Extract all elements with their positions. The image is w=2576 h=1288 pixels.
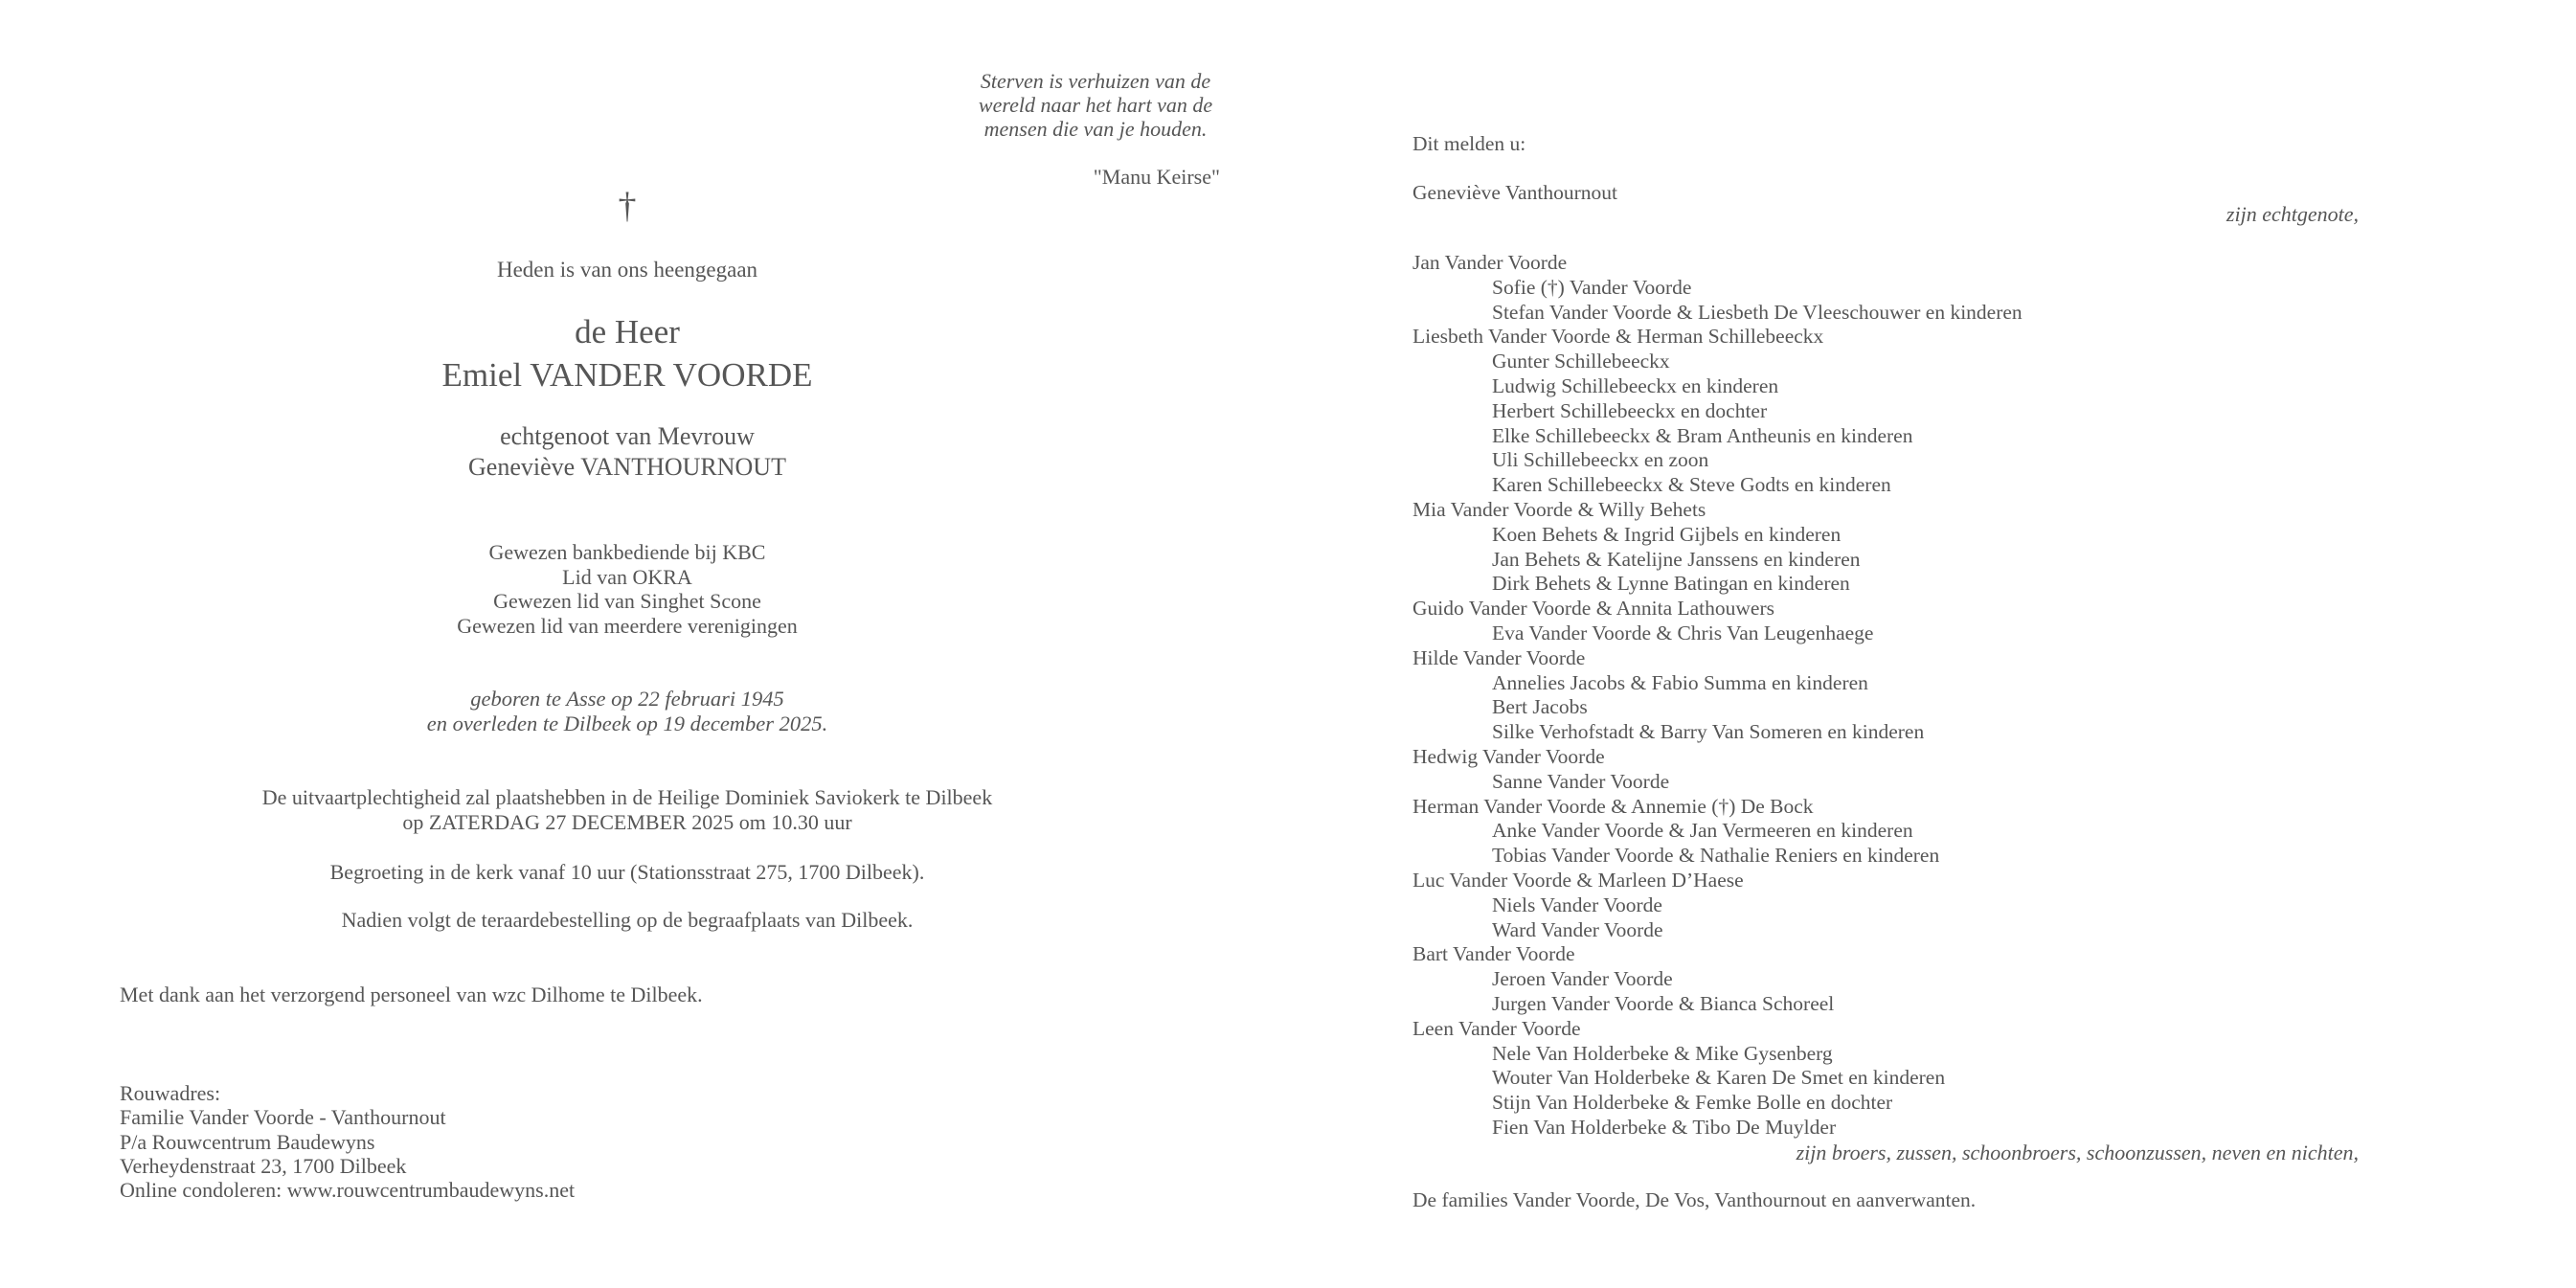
family-member: Anke Vander Voorde & Jan Vermeeren en kinderen — [1492, 819, 1913, 843]
memberships-block — [5, 540, 1250, 638]
mourning-address-block — [120, 1081, 575, 1202]
funeral-service-block — [5, 785, 1250, 835]
family-member: Sanne Vander Voorde — [1492, 769, 1670, 793]
quote-attribution: "Manu Keirse" — [1093, 165, 1220, 189]
family-member: Niels Vander Voorde — [1492, 893, 1662, 916]
family-member: Tobias Vander Voorde & Nathalie Reniers en kinderen — [1492, 844, 1940, 868]
quote-line: Sterven is verhuizen van de — [980, 69, 1211, 93]
spouse-intro: echtgenoot van Mevrouw — [500, 422, 755, 450]
family-member: Silke Verhofstadt & Barry Van Someren en kinderen — [1492, 720, 1925, 744]
family-member: Wouter Van Holderbeke & Karen De Smet en kinderen — [1492, 1066, 1946, 1090]
deceased-title: de Heer — [575, 313, 680, 350]
membership-line: Lid van OKRA — [562, 564, 692, 589]
deceased-name: Emiel VANDER VOORDE — [441, 356, 813, 394]
widow-role: zijn echtgenote, — [2226, 202, 2359, 226]
family-member: Guido Vander Voorde & Annita Lathouwers — [1412, 597, 1774, 621]
siblings-role: zijn broers, zussen, schoonbroers, schoonzussen, neven en nichten, — [1796, 1141, 2359, 1164]
family-member: Liesbeth Vander Voorde & Herman Schillebeeckx — [1412, 325, 1824, 349]
mourning-address-line: Familie Vander Voorde - Vanthournout — [120, 1105, 446, 1130]
cross-symbol: † — [618, 186, 637, 226]
family-member: Jan Vander Voorde — [1412, 251, 1568, 274]
birth-line: geboren te Asse op 22 februari 1945 — [470, 687, 784, 711]
family-member: Luc Vander Voorde & Marleen D’Haese — [1412, 868, 1744, 892]
family-member: Elke Schillebeeckx & Bram Antheunis en kinderen — [1492, 423, 1913, 447]
family-member: Leen Vander Voorde — [1412, 1016, 1581, 1040]
widow-name: Geneviève Vanthournout — [1412, 181, 1617, 204]
family-member: Dirk Behets & Lynne Batingan en kinderen — [1492, 572, 1850, 596]
deceased-name-block — [5, 310, 1250, 396]
memorial-quote — [961, 69, 1230, 189]
spouse-name: Geneviève VANTHOURNOUT — [468, 453, 786, 481]
thanks-line: Met dank aan het verzorgend personeel van wzc Dilhome te Dilbeek. — [120, 983, 703, 1006]
family-member: Mia Vander Voorde & Willy Behets — [1412, 497, 1706, 521]
life-dates-block — [5, 687, 1250, 736]
families-line: De families Vander Voorde, De Vos, Vanthournout en aanverwanten. — [1412, 1188, 1977, 1211]
family-member: Stefan Vander Voorde & Liesbeth De Vleeschouwer en kinderen — [1492, 300, 2022, 324]
family-member: Sofie (†) Vander Voorde — [1492, 275, 1692, 299]
church-greeting-line: Begroeting in de kerk vanaf 10 uur (Stationsstraat 275, 1700 Dilbeek). — [329, 860, 925, 884]
family-member: Bart Vander Voorde — [1412, 942, 1575, 966]
mourning-address-label: Rouwadres: — [120, 1081, 221, 1105]
family-member: Nele Van Holderbeke & Mike Gysenberg — [1492, 1041, 1833, 1065]
family-member: Uli Schillebeeckx en zoon — [1492, 448, 1709, 472]
family-member: Bert Jacobs — [1492, 695, 1588, 719]
family-member: Jeroen Vander Voorde — [1492, 967, 1673, 991]
family-member: Stijn Van Holderbeke & Femke Bolle en dochter — [1492, 1091, 1893, 1115]
burial-line: Nadien volgt de teraardebestelling op de begraafplaats van Dilbeek. — [341, 908, 914, 932]
family-member: Jurgen Vander Voorde & Bianca Schoreel — [1492, 991, 1835, 1015]
service-line: op ZATERDAG 27 DECEMBER 2025 om 10.30 uur — [402, 810, 852, 834]
family-member: Hilde Vander Voorde — [1412, 645, 1586, 669]
mourning-address-line: P/a Rouwcentrum Baudewyns — [120, 1129, 375, 1154]
family-member: Koen Behets & Ingrid Gijbels en kinderen — [1492, 522, 1842, 546]
condolence-url-line: Online condoleren: www.rouwcentrumbaudewyns.net — [120, 1178, 576, 1203]
announcers-heading: Dit melden u: — [1412, 132, 1526, 155]
family-member: Gunter Schillebeeckx — [1492, 350, 1670, 373]
announcement-intro: Heden is van ons heengegaan — [496, 258, 758, 282]
membership-line: Gewezen lid van meerdere verenigingen — [457, 613, 798, 638]
family-member: Fien Van Holderbeke & Tibo De Muylder — [1492, 1115, 1837, 1139]
family-member: Ward Vander Voorde — [1492, 917, 1663, 941]
membership-line: Gewezen lid van Singhet Scone — [493, 589, 761, 613]
membership-line: Gewezen bankbediende bij KBC — [488, 540, 766, 564]
quote-line: wereld naar het hart van de — [978, 93, 1213, 117]
family-member: Herman Vander Voorde & Annemie (†) De Bock — [1412, 794, 1814, 818]
family-member: Herbert Schillebeeckx en dochter — [1492, 398, 1768, 422]
family-member: Eva Vander Voorde & Chris Van Leugenhaege — [1492, 621, 1874, 644]
family-member: Annelies Jacobs & Fabio Summa en kinderen — [1492, 670, 1868, 694]
death-line: en overleden te Dilbeek op 19 december 2025. — [426, 712, 828, 735]
family-member: Ludwig Schillebeeckx en kinderen — [1492, 373, 1779, 397]
mourning-address-line: Verheydenstraat 23, 1700 Dilbeek — [120, 1153, 407, 1178]
spouse-block — [5, 421, 1250, 483]
family-list — [1412, 251, 2418, 1141]
family-member: Jan Behets & Katelijne Janssens en kinderen — [1492, 547, 1861, 571]
family-member: Hedwig Vander Voorde — [1412, 744, 1605, 768]
family-member: Karen Schillebeeckx & Steve Godts en kinderen — [1492, 473, 1891, 497]
service-line: De uitvaartplechtigheid zal plaatshebben in de Heilige Dominiek Saviokerk te Dilbeek — [261, 785, 993, 809]
quote-line: mensen die van je houden. — [983, 117, 1208, 141]
